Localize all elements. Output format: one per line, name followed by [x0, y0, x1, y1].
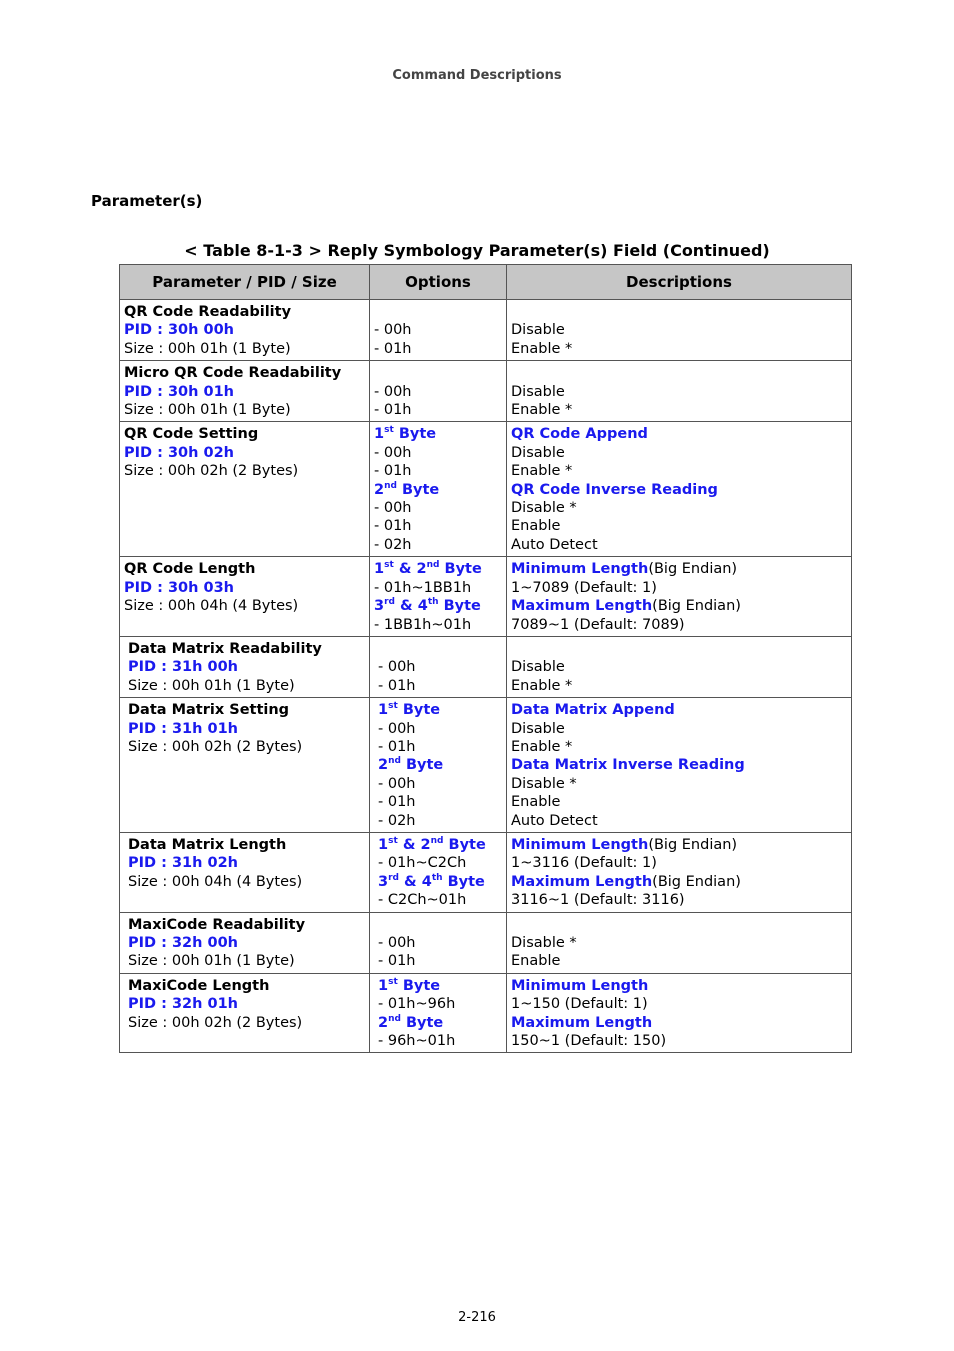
- byte-ordinal-suffix: nd: [384, 480, 397, 491]
- option-line: - 01h: [378, 794, 416, 811]
- byte-number: 1: [374, 426, 385, 443]
- description-heading-line: [511, 836, 847, 854]
- option-line: - 00h: [378, 775, 416, 792]
- description-heading-line: [511, 597, 847, 615]
- options-cell: [370, 557, 507, 637]
- byte-number: 1: [374, 561, 385, 578]
- table-row: [120, 832, 852, 912]
- description-note: (Big Endian): [648, 836, 738, 853]
- byte-number: 2: [378, 757, 389, 774]
- running-header: Command Descriptions: [392, 68, 562, 83]
- byte-ordinal-suffix: st: [384, 425, 394, 436]
- description-line: 1~3116 (Default: 1): [511, 855, 657, 872]
- parameter-pid: PID : 30h 00h: [124, 322, 235, 339]
- option-line: - 00h: [378, 935, 416, 951]
- byte-ordinal-suffix: th: [427, 597, 439, 608]
- byte-number: 1: [378, 836, 389, 853]
- table-row: [120, 557, 852, 637]
- table-body: [120, 300, 852, 1053]
- description-heading: Minimum Length: [511, 836, 649, 853]
- page-number: 2-216: [458, 1310, 496, 1325]
- description-line: [511, 640, 847, 658]
- option-byte-heading: [374, 560, 502, 578]
- parameter-name: Data Matrix Readability: [128, 640, 322, 657]
- parameter-size: Size : 00h 04h (4 Bytes): [128, 873, 303, 890]
- option-line: - 00h: [374, 444, 412, 461]
- description-line: Disable *: [511, 775, 577, 792]
- byte-number: 3: [374, 598, 385, 615]
- option-byte-heading: [374, 597, 502, 615]
- description-line: Enable: [511, 518, 561, 535]
- byte-ordinal-suffix: nd: [388, 1013, 401, 1024]
- parameter-name: Micro QR Code Readability: [124, 365, 342, 382]
- parameter-cell: [120, 422, 370, 557]
- parameter-cell: [120, 636, 370, 697]
- description-heading-line: [511, 873, 847, 891]
- parameter-cell: [120, 973, 370, 1053]
- parameter-size: Size : 00h 04h (4 Bytes): [124, 598, 299, 615]
- option-line: [374, 303, 502, 321]
- description-heading: Data Matrix Inverse Reading: [511, 757, 745, 774]
- option-line: [378, 916, 502, 934]
- description-line: 3116~1 (Default: 3116): [511, 892, 685, 909]
- description-line: Enable *: [511, 340, 573, 357]
- byte-number: & 2: [397, 836, 431, 853]
- parameter-size: Size : 00h 02h (2 Bytes): [128, 738, 303, 755]
- descriptions-cell: [507, 832, 852, 912]
- byte-number: 1: [378, 977, 389, 994]
- description-heading: Data Matrix Append: [511, 702, 675, 719]
- option-line: - 02h: [374, 536, 412, 553]
- description-line: Disable: [511, 720, 565, 737]
- description-line: Enable: [511, 953, 561, 970]
- byte-ordinal-suffix: nd: [426, 560, 440, 571]
- column-header-descriptions: Descriptions: [507, 265, 852, 300]
- byte-ordinal-suffix: rd: [384, 597, 395, 608]
- description-heading-line: [511, 756, 847, 774]
- description-line: Enable *: [511, 677, 573, 694]
- option-line: - 00h: [378, 720, 416, 737]
- section-heading: Parameter(s): [91, 192, 203, 210]
- option-line: - 01h: [374, 518, 412, 535]
- byte-ordinal-suffix: nd: [388, 756, 401, 767]
- parameter-name: QR Code Readability: [124, 304, 292, 320]
- parameter-cell: [120, 698, 370, 833]
- parameter-name: MaxiCode Length: [128, 977, 270, 994]
- options-cell: [370, 973, 507, 1053]
- byte-number: 2: [378, 1014, 389, 1031]
- descriptions-cell: [507, 912, 852, 973]
- option-byte-heading: [378, 756, 502, 774]
- table-row: [120, 912, 852, 973]
- option-line: - 01h: [378, 738, 416, 755]
- description-line: Auto Detect: [511, 536, 598, 553]
- byte-word: Byte: [438, 598, 481, 615]
- byte-word: Byte: [400, 1014, 444, 1031]
- parameter-cell: [120, 557, 370, 637]
- parameter-pid: PID : 31h 02h: [128, 855, 239, 872]
- description-note: (Big Endian): [652, 873, 741, 890]
- descriptions-cell: [507, 422, 852, 557]
- option-line: [378, 640, 502, 658]
- option-byte-heading: [378, 977, 502, 995]
- option-line: - 01h: [374, 402, 412, 419]
- descriptions-cell: [507, 557, 852, 637]
- parameter-size: Size : 00h 02h (2 Bytes): [124, 463, 299, 480]
- description-line: Disable *: [511, 935, 577, 951]
- option-line: - 01h~C2Ch: [378, 855, 467, 872]
- descriptions-cell: [507, 300, 852, 361]
- parameter-size: Size : 00h 01h (1 Byte): [128, 953, 295, 970]
- option-line: - 00h: [374, 383, 412, 400]
- option-byte-heading: [374, 481, 502, 499]
- table-row: [120, 361, 852, 422]
- description-line: Enable *: [511, 738, 573, 755]
- table-header-row: [120, 265, 852, 300]
- description-line: Enable *: [511, 402, 573, 419]
- option-line: - 02h: [378, 812, 416, 829]
- parameter-name: MaxiCode Readability: [128, 916, 306, 933]
- parameter-pid: PID : 32h 01h: [128, 996, 239, 1013]
- description-line: 7089~1 (Default: 7089): [511, 616, 685, 633]
- parameter-name: Data Matrix Setting: [128, 702, 290, 719]
- option-byte-heading: [378, 1014, 502, 1032]
- option-line: - 01h: [378, 677, 416, 694]
- table-row: [120, 300, 852, 361]
- parameter-pid: PID : 32h 00h: [128, 935, 239, 951]
- byte-word: Byte: [400, 757, 444, 774]
- option-line: - 00h: [374, 322, 412, 339]
- byte-number: & 2: [393, 561, 427, 578]
- description-heading: Maximum Length: [511, 873, 653, 890]
- description-line: Auto Detect: [511, 812, 598, 829]
- description-heading-line: [511, 977, 847, 995]
- option-line: - C2Ch~01h: [378, 892, 467, 909]
- description-line: 1~7089 (Default: 1): [511, 579, 657, 596]
- byte-word: Byte: [393, 426, 437, 443]
- description-line: 1~150 (Default: 1): [511, 996, 648, 1013]
- description-line: [511, 303, 847, 321]
- byte-word: Byte: [397, 977, 441, 994]
- column-header-parameter: Parameter / PID / Size: [120, 265, 370, 300]
- option-line: - 1BB1h~01h: [374, 616, 472, 633]
- parameter-pid: PID : 30h 03h: [124, 579, 235, 596]
- byte-word: Byte: [439, 561, 482, 578]
- option-line: - 96h~01h: [378, 1033, 456, 1050]
- option-line: - 01h: [374, 340, 412, 357]
- description-heading: Minimum Length: [511, 561, 649, 578]
- byte-ordinal-suffix: nd: [430, 836, 444, 847]
- options-cell: [370, 300, 507, 361]
- byte-ordinal-suffix: st: [388, 976, 398, 987]
- byte-ordinal-suffix: st: [388, 701, 398, 712]
- table-row: [120, 636, 852, 697]
- options-cell: [370, 832, 507, 912]
- option-byte-heading: [374, 425, 502, 443]
- table-row: [120, 698, 852, 833]
- table-caption: < Table 8-1-3 > Reply Symbology Parameter(s) Field (Continued): [184, 241, 770, 260]
- parameter-pid: PID : 30h 01h: [124, 383, 235, 400]
- option-byte-heading: [378, 701, 502, 719]
- descriptions-cell: [507, 698, 852, 833]
- parameter-size: Size : 00h 01h (1 Byte): [124, 340, 291, 357]
- description-line: Disable: [511, 383, 565, 400]
- parameter-cell: [120, 300, 370, 361]
- description-line: Disable *: [511, 500, 577, 517]
- parameter-size: Size : 00h 01h (1 Byte): [128, 677, 295, 694]
- parameters-table: [119, 264, 852, 1053]
- option-line: - 01h: [378, 953, 416, 970]
- options-cell: [370, 636, 507, 697]
- parameter-cell: [120, 912, 370, 973]
- descriptions-cell: [507, 973, 852, 1053]
- options-cell: [370, 361, 507, 422]
- option-line: - 01h~96h: [378, 996, 456, 1013]
- description-heading-line: [511, 425, 847, 443]
- byte-number: 3: [378, 873, 389, 890]
- description-heading: Maximum Length: [511, 1014, 653, 1031]
- description-line: Disable: [511, 444, 565, 461]
- column-header-options: Options: [370, 265, 507, 300]
- parameter-size: Size : 00h 02h (2 Bytes): [128, 1014, 303, 1031]
- options-cell: [370, 422, 507, 557]
- option-line: [374, 364, 502, 382]
- option-byte-heading: [378, 836, 502, 854]
- description-line: [511, 916, 847, 934]
- description-line: Disable: [511, 659, 565, 676]
- descriptions-cell: [507, 636, 852, 697]
- description-heading: QR Code Append: [511, 426, 648, 443]
- byte-word: Byte: [442, 873, 485, 890]
- byte-number: 2: [374, 481, 385, 498]
- description-heading: Minimum Length: [511, 977, 649, 994]
- parameter-name: QR Code Setting: [124, 426, 259, 443]
- parameter-name: QR Code Length: [124, 561, 256, 578]
- table-row: [120, 973, 852, 1053]
- description-heading-line: [511, 701, 847, 719]
- description-line: [511, 364, 847, 382]
- parameter-cell: [120, 832, 370, 912]
- options-cell: [370, 698, 507, 833]
- description-note: (Big Endian): [652, 598, 741, 615]
- byte-number: & 4: [398, 873, 432, 890]
- byte-ordinal-suffix: rd: [388, 872, 399, 883]
- descriptions-cell: [507, 361, 852, 422]
- byte-word: Byte: [396, 481, 440, 498]
- parameter-cell: [120, 361, 370, 422]
- description-line: Enable *: [511, 463, 573, 480]
- parameter-name: Data Matrix Length: [128, 836, 287, 853]
- option-line: - 01h: [374, 463, 412, 480]
- description-heading-line: [511, 560, 847, 578]
- byte-ordinal-suffix: th: [431, 872, 443, 883]
- byte-ordinal-suffix: st: [384, 560, 394, 571]
- options-cell: [370, 912, 507, 973]
- byte-ordinal-suffix: st: [388, 836, 398, 847]
- description-line: 150~1 (Default: 150): [511, 1033, 667, 1050]
- description-heading: QR Code Inverse Reading: [511, 481, 718, 498]
- table-row: [120, 422, 852, 557]
- description-note: (Big Endian): [648, 561, 738, 578]
- option-line: - 01h~1BB1h: [374, 579, 472, 596]
- option-line: - 00h: [378, 659, 416, 676]
- byte-number: 1: [378, 702, 389, 719]
- description-line: Disable: [511, 322, 565, 339]
- option-byte-heading: [378, 873, 502, 891]
- description-heading-line: [511, 481, 847, 499]
- description-heading-line: [511, 1014, 847, 1032]
- byte-word: Byte: [397, 702, 441, 719]
- parameter-size: Size : 00h 01h (1 Byte): [124, 402, 291, 419]
- parameter-pid: PID : 30h 02h: [124, 444, 235, 461]
- description-line: Enable: [511, 794, 561, 811]
- parameter-pid: PID : 31h 00h: [128, 659, 239, 676]
- byte-number: & 4: [394, 598, 428, 615]
- option-line: - 00h: [374, 500, 412, 517]
- parameter-pid: PID : 31h 01h: [128, 720, 239, 737]
- description-heading: Maximum Length: [511, 598, 653, 615]
- byte-word: Byte: [443, 836, 486, 853]
